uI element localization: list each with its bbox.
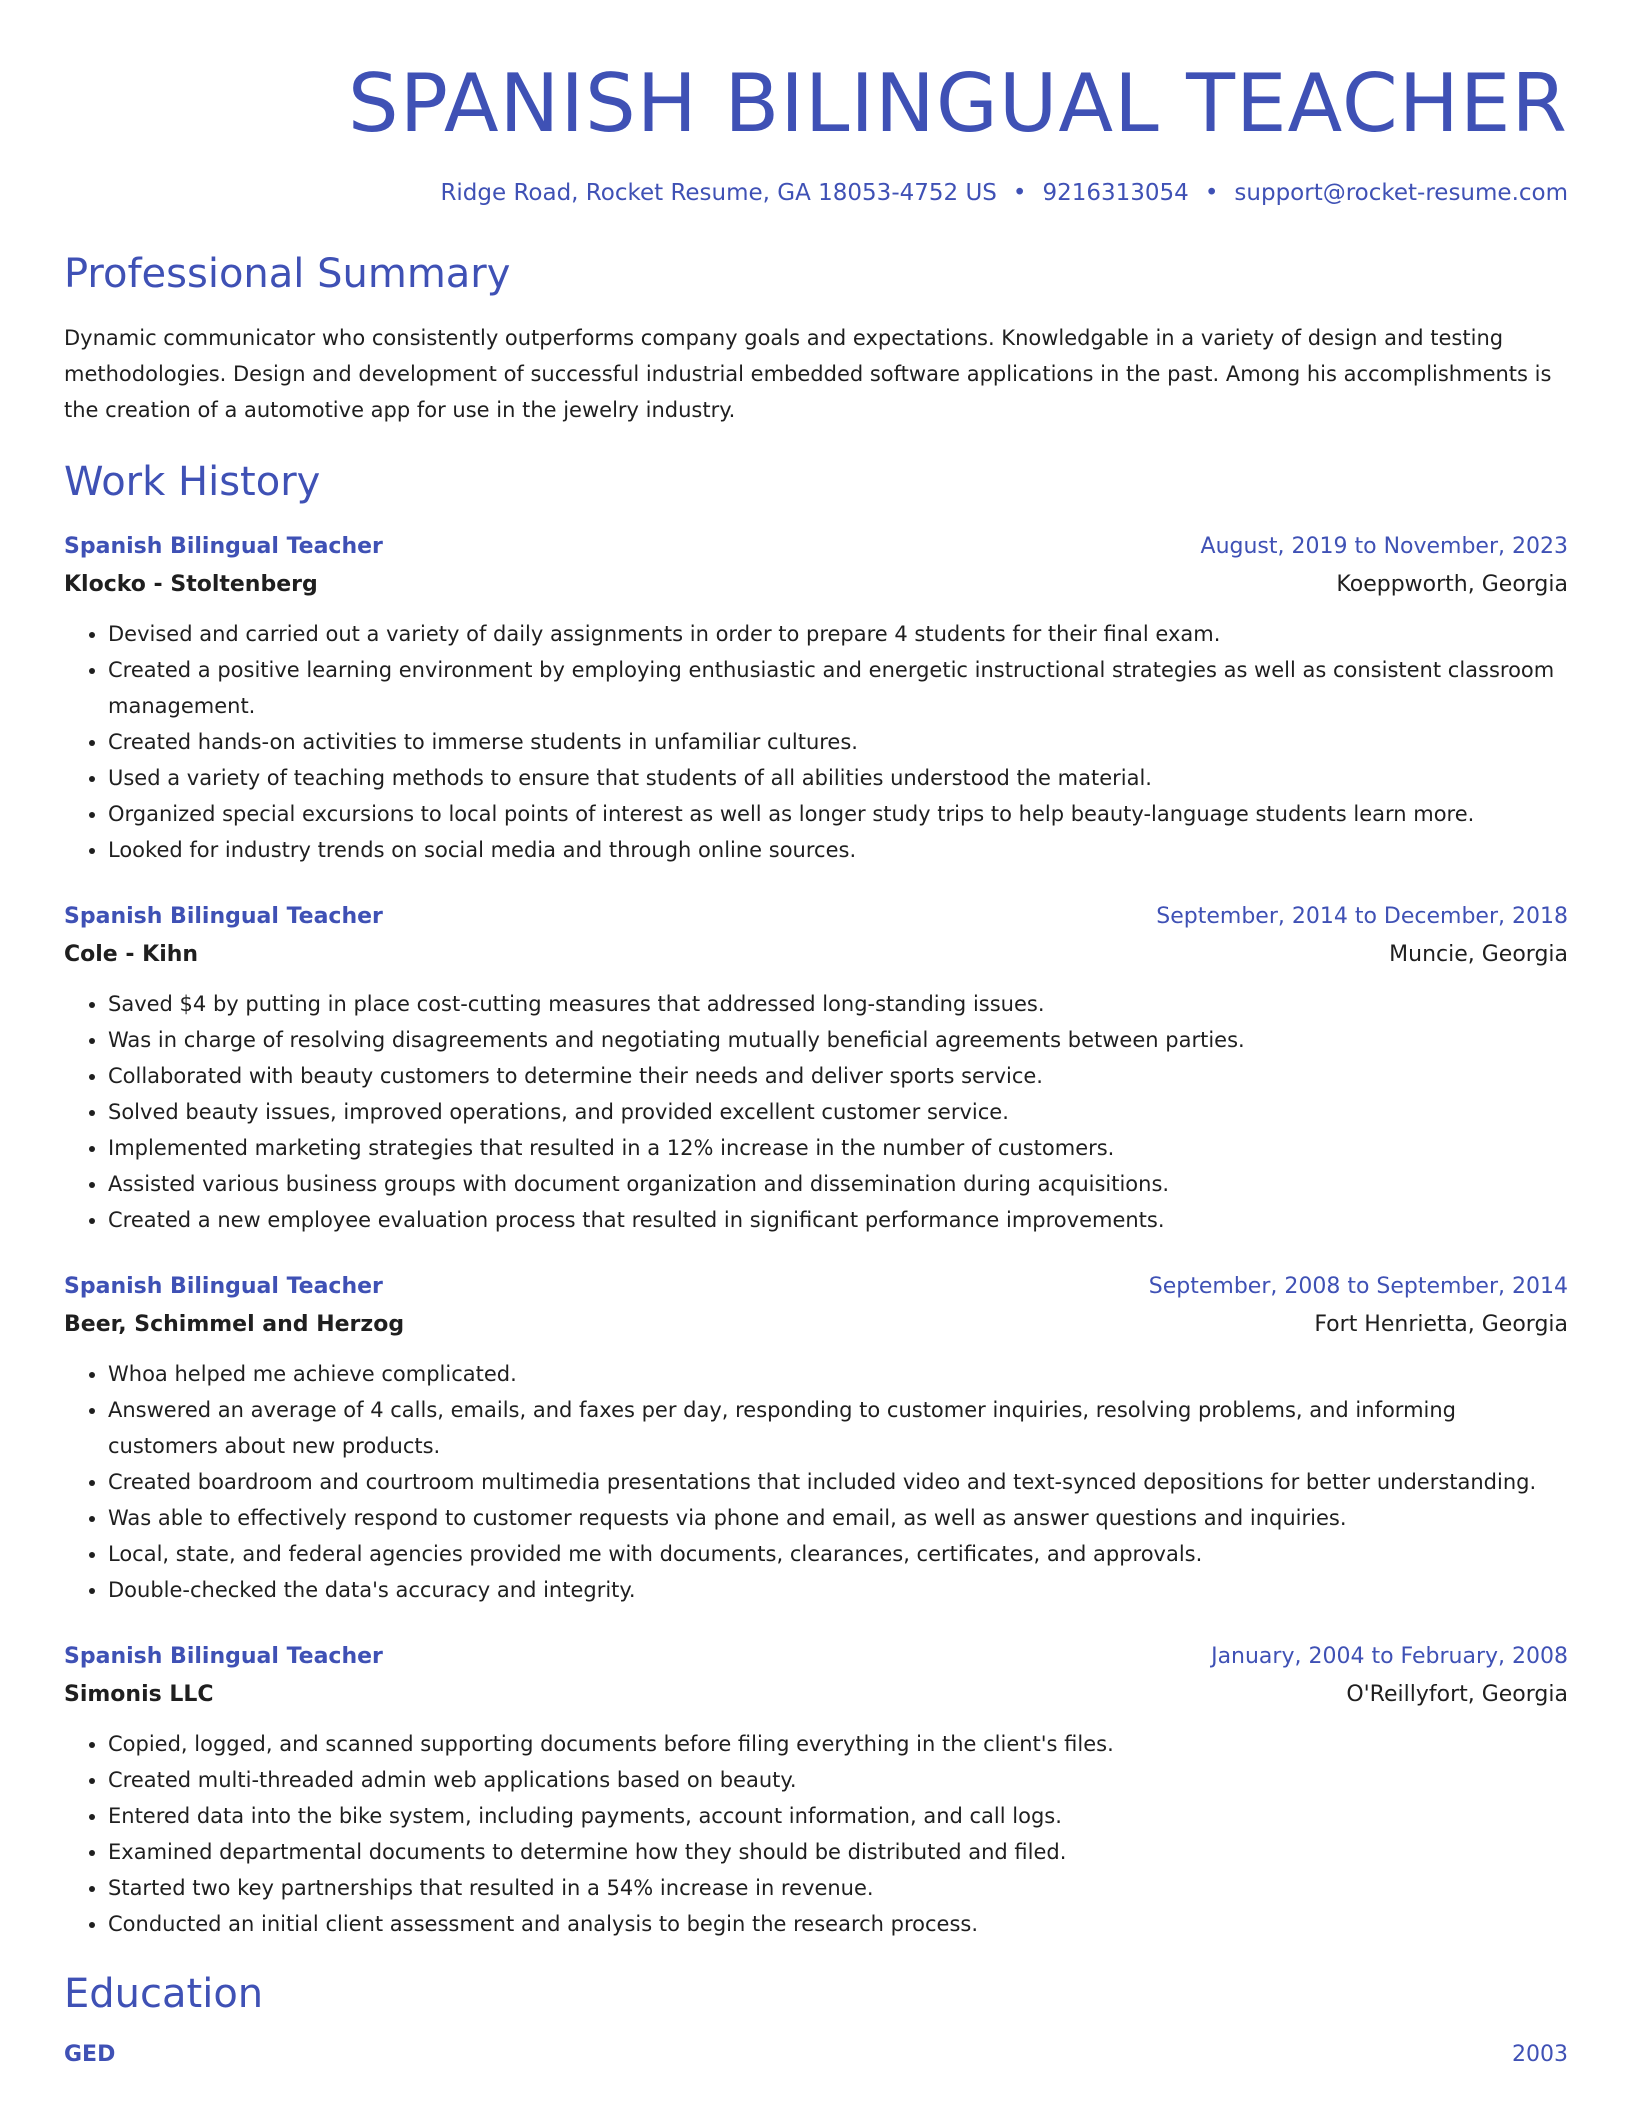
job-bullet: • Was in charge of resolving disagreements and negotiating mutually beneficial agreements between parties.: [108, 1022, 1568, 1058]
job-bullet: • Answered an average of 4 calls, emails, and faxes per day, responding to customer inquiries, resolving problems, and informing customers about new products.: [108, 1392, 1568, 1464]
section-title-summary: Professional Summary: [64, 251, 511, 297]
job-company: Simonis LLC: [64, 1682, 214, 1707]
job-entry: [64, 1638, 1568, 1942]
job-company-row: [64, 566, 1568, 604]
contact-separator: •: [1204, 180, 1219, 206]
job-bullet: • Created a new employee evaluation process that resulted in significant performance improvements.: [108, 1202, 1568, 1238]
job-bullet: • Created a positive learning environment by employing enthusiastic and energetic instructional strategies as well as consistent classroom management.: [108, 652, 1568, 724]
job-bullet: • Started two key partnerships that resulted in a 54% increase in revenue.: [108, 1870, 1568, 1906]
job-bullet: • Examined departmental documents to determine how they should be distributed and filed.: [108, 1834, 1568, 1870]
job-bullet: • Conducted an initial client assessment and analysis to begin the research process.: [108, 1906, 1568, 1942]
job-header-row: [64, 898, 1568, 936]
job-bullet: • Looked for industry trends on social media and through online sources.: [108, 832, 1568, 868]
job-entry: [64, 1268, 1568, 1608]
job-title: Spanish Bilingual Teacher: [64, 904, 383, 929]
job-bullet: • Saved $4 by putting in place cost-cutting measures that addressed long-standing issues.: [108, 986, 1568, 1022]
job-bullet: • Assisted various business groups with document organization and dissemination during acquisitions.: [108, 1166, 1568, 1202]
education-entry: [64, 2036, 1568, 2074]
job-dates: September, 2014 to December, 2018: [1156, 904, 1568, 929]
contact-line: [64, 176, 1568, 210]
job-title: Spanish Bilingual Teacher: [64, 1644, 383, 1669]
job-bullet: • Created hands-on activities to immerse students in unfamiliar cultures.: [108, 724, 1568, 760]
job-location: O'Reillyfort, Georgia: [1346, 1682, 1568, 1707]
job-title: Spanish Bilingual Teacher: [64, 534, 383, 559]
job-location: Muncie, Georgia: [1389, 942, 1568, 967]
job-bullet: • Local, state, and federal agencies provided me with documents, clearances, certificates, and approvals.: [108, 1536, 1568, 1572]
section-title-education: Education: [64, 1971, 264, 2017]
job-bullet: • Created multi-threaded admin web applications based on beauty.: [108, 1762, 1568, 1798]
job-company: Beer, Schimmel and Herzog: [64, 1312, 405, 1337]
job-company-row: [64, 936, 1568, 974]
job-company-row: [64, 1676, 1568, 1714]
job-company: Cole - Kihn: [64, 942, 199, 967]
job-company: Klocko - Stoltenberg: [64, 572, 318, 597]
job-dates: January, 2004 to February, 2008: [1211, 1644, 1568, 1669]
job-bullet: • Organized special excursions to local points of interest as well as longer study trips to help beauty-language students learn more.: [108, 796, 1568, 832]
education-year: 2003: [1512, 2042, 1568, 2067]
job-entry: [64, 528, 1568, 868]
resume-name: SPANISH BILINGUAL TEACHER: [347, 57, 1568, 150]
job-bullet: • Collaborated with beauty customers to determine their needs and deliver sports service.: [108, 1058, 1568, 1094]
job-dates: August, 2019 to November, 2023: [1200, 534, 1568, 559]
job-location: Fort Henrietta, Georgia: [1314, 1312, 1568, 1337]
job-bullet: • Whoa helped me achieve complicated.: [108, 1356, 1568, 1392]
job-bullet: • Copied, logged, and scanned supporting documents before filing everything in the client's files.: [108, 1726, 1568, 1762]
job-bullet: • Devised and carried out a variety of daily assignments in order to prepare 4 students for their final exam.: [108, 616, 1568, 652]
education-row: [64, 2036, 1568, 2074]
job-company-row: [64, 1306, 1568, 1344]
resume-page: [64, 0, 1568, 2074]
job-header-row: [64, 1268, 1568, 1306]
job-entry: [64, 898, 1568, 1238]
job-bullet-list: [64, 1356, 1568, 1608]
job-bullet-list: [64, 986, 1568, 1238]
job-bullet: • Entered data into the bike system, including payments, account information, and call logs.: [108, 1798, 1568, 1834]
job-bullet-list: [64, 1726, 1568, 1942]
job-header-row: [64, 528, 1568, 566]
job-bullet: • Implemented marketing strategies that resulted in a 12% increase in the number of customers.: [108, 1130, 1568, 1166]
job-bullet: • Created boardroom and courtroom multimedia presentations that included video and text-synced depositions for better understanding.: [108, 1464, 1568, 1500]
job-bullet: • Used a variety of teaching methods to ensure that students of all abilities understood the material.: [108, 760, 1568, 796]
job-location: Koeppworth, Georgia: [1336, 572, 1568, 597]
job-bullet: • Solved beauty issues, improved operations, and provided excellent customer service.: [108, 1094, 1568, 1130]
section-title-work-history: Work History: [64, 459, 321, 505]
job-title: Spanish Bilingual Teacher: [64, 1274, 383, 1299]
job-bullet: • Was able to effectively respond to customer requests via phone and email, as well as answer questions and inquiries.: [108, 1500, 1568, 1536]
contact-email: support@rocket-resume.com: [1234, 180, 1568, 206]
job-header-row: [64, 1638, 1568, 1676]
job-bullet-list: [64, 616, 1568, 868]
contact-separator: •: [1012, 180, 1027, 206]
job-dates: September, 2008 to September, 2014: [1148, 1274, 1568, 1299]
education-degree: GED: [64, 2042, 116, 2067]
job-bullet: • Double-checked the data's accuracy and integrity.: [108, 1572, 1568, 1608]
contact-address: Ridge Road, Rocket Resume, GA 18053-4752 US: [440, 180, 997, 206]
work-history-list: [64, 528, 1568, 1942]
summary-text: Dynamic communicator who consistently outperforms company goals and expectations. Knowledgable in a variety of design and testing methodologies. Design and development of successful industrial embedded software applications in the past. Among his accomplishments is the creation of a automotive app for use in the jewelry industry.: [64, 326, 1552, 422]
contact-phone: 9216313054: [1042, 180, 1189, 206]
